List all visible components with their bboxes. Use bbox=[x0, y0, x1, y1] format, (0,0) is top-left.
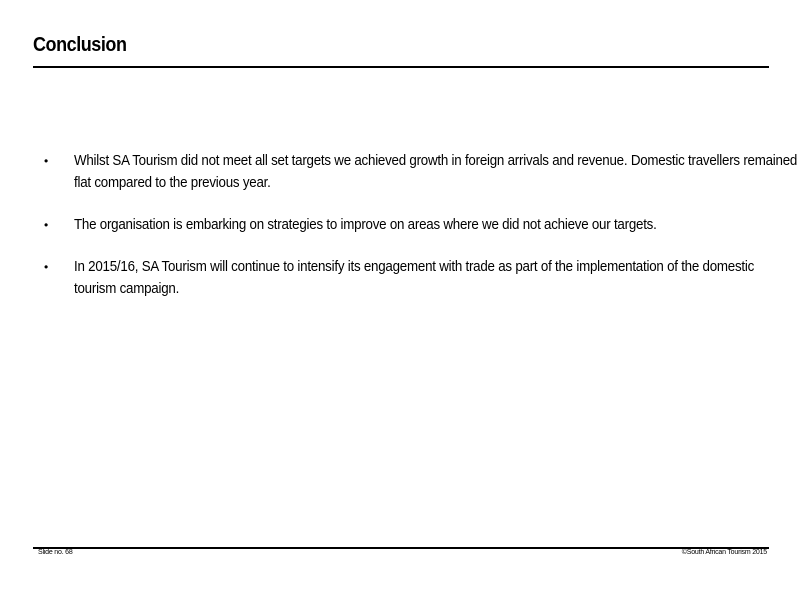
footer-divider bbox=[33, 547, 769, 549]
bullet-item bbox=[44, 214, 769, 236]
copyright-notice: ©South African Tourism 2015 bbox=[681, 549, 767, 556]
bullet-icon: • bbox=[44, 218, 48, 232]
bullet-item bbox=[44, 256, 769, 300]
title-divider bbox=[33, 66, 769, 68]
bullet-icon: • bbox=[44, 260, 48, 274]
bullet-icon: • bbox=[44, 154, 48, 168]
bullet-item bbox=[44, 150, 798, 194]
bullet-text: Whilst SA Tourism did not meet all set targets we achieved growth in foreign arrivals and revenue. Domestic travellers remained flat compared to the previous year. bbox=[74, 153, 798, 191]
slide-title: Conclusion bbox=[33, 34, 127, 56]
bullet-text: In 2015/16, SA Tourism will continue to intensify its engagement with trade as part of the implementation of the domestic tourism campaign. bbox=[74, 259, 755, 297]
slide-number: Slide no. 68 bbox=[38, 549, 73, 556]
bullet-list bbox=[44, 150, 798, 300]
bullet-text: The organisation is embarking on strategies to improve on areas where we did not achieve our targets. bbox=[74, 217, 657, 233]
